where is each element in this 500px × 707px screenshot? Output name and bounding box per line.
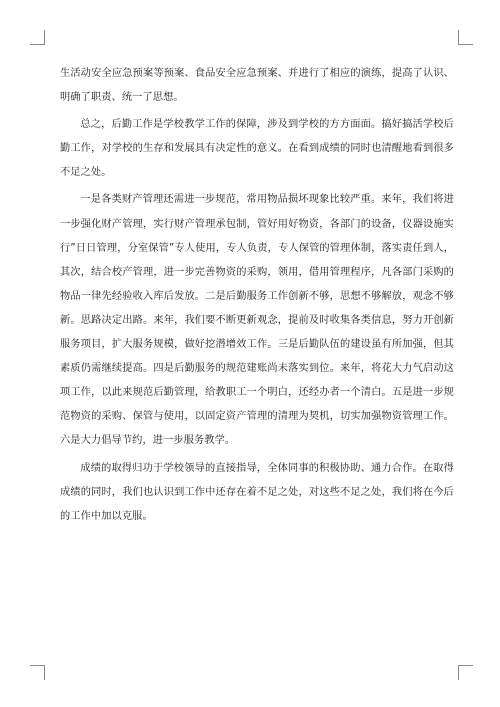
paragraph-shortcomings: 一是各类财产管理还需进一步规范，常用物品损坏现象比较严重。来年，我们将进一步强化财产管理，实行财产管理承包制，管好用好物资，各部门的设备，仪器设施实行”日日管理，分室保管”专人使用，专人负责，专人保管的管理体制，落实责任到人，其次，结合校产管理，进一步完善物资的采购，领用，借用管理程序，凡各部门采购的物品一律先经验收入库后发放。二是后勤服务工作创新不够，思想不够解放，观念不够新。思路决定出路。来年，我们要不断更新观念，提前及时收集各类信息，努力开创新服务项目，扩大服务规模，做好挖潜增效工作。三是后勤队伍的建设虽有所加强，但其素质仍需继续提高。四是后勤服务的规范建账尚未落实到位。来年，将花大力气启动这项工作，以此来规范后勤管理，给教职工一个明白，还经办者一个清白。五是进一步规范物资的采购、保管与使用，以固定资产管理的清理为契机，切实加强物资管理工作。六是大力倡导节约，进一步服务教学。 <box>60 194 454 447</box>
crop-mark-bottom-right <box>458 665 473 680</box>
crop-mark-top-left <box>30 30 45 45</box>
crop-mark-bottom-left <box>30 665 45 680</box>
crop-mark-top-right <box>458 30 473 45</box>
document-body <box>60 62 454 532</box>
paragraph-conclusion: 成绩的取得归功于学校领导的直接指导，全体同事的积极协助、通力合作。在取得成绩的同时，我们也认识到工作中还存在着不足之处，对这些不足之处，我们将在今后的工作中加以克服。 <box>60 462 454 522</box>
paragraph-summary: 总之，后勤工作是学校教学工作的保障，涉及到学校的方方面面。搞好搞活学校后勤工作，对学校的生存和发展具有决定性的意义。在看到成绩的同时也清醒地看到很多不足之处。 <box>60 119 454 179</box>
paragraph-continuation: 生活动安全应急预案等预案、食品安全应急预案、并进行了相应的演练，提高了认识、明确了职责、统一了思想。 <box>60 68 454 104</box>
